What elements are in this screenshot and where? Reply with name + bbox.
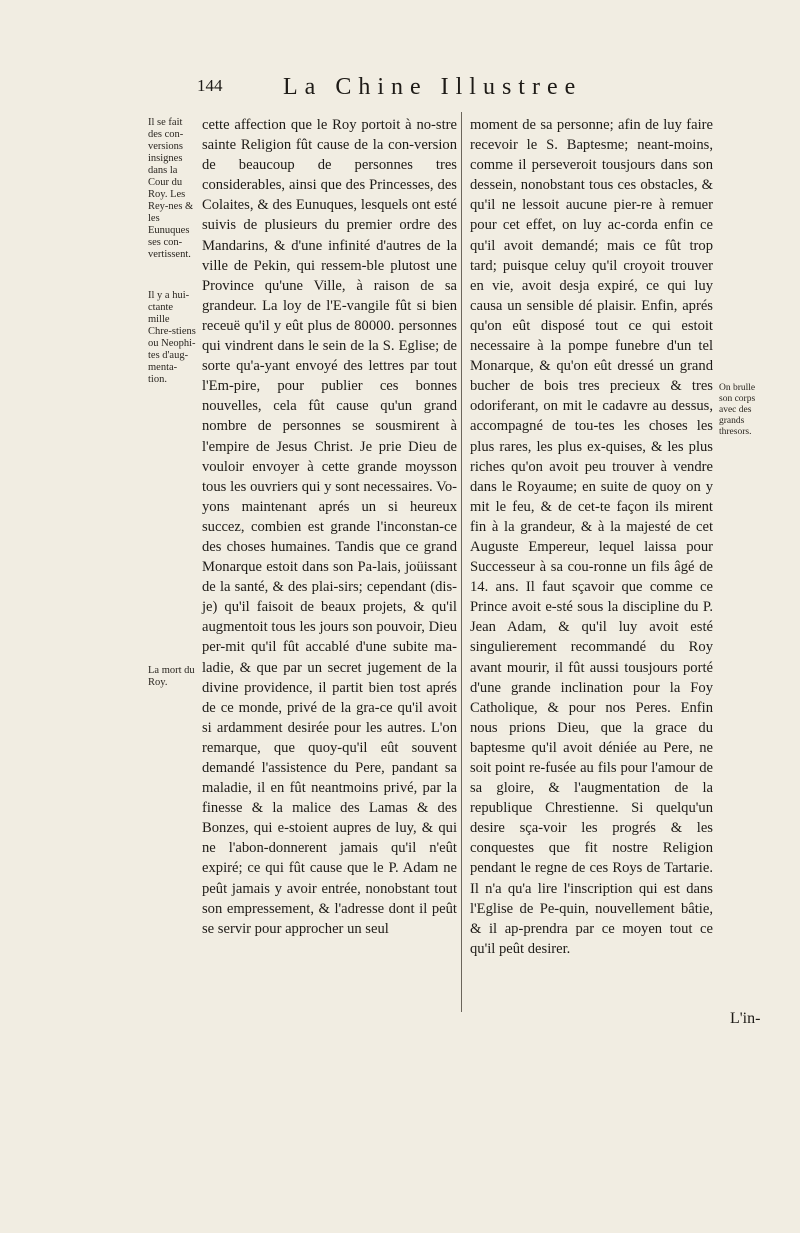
margin-note-conversions: Il se fait des con-versions insignes dans la Cour du Roy. Les Rey-nes & les Eunuques ses con-vertissent.: [148, 117, 194, 260]
page-number: 144: [197, 76, 223, 95]
margin-note-neophytes: Il y a hui-ctante mille Chre-stiens ou Neophi-tes d'aug-menta-tion.: [148, 290, 196, 385]
margin-note-death-of-king: La mort du Roy.: [148, 665, 195, 688]
column-divider: [461, 112, 462, 1012]
left-column-text: cette affection que le Roy portoit à no-stre sainte Religion fût cause de la con-version de beaucoup de personnes tres considerables, ainsi que des Princesses, des Colaites, & des Eunuques, lesquels ont esté suivis de plusieurs du premier ordre des Mandarins, & d'une infinité d'autres de la ville de Pekin, qui ressem-ble plutost une Province qu'une Ville, à raison de sa grandeur. La loy de l'E-vangile fût si bien receuë qu'il y eût plus de 80000. personnes qui vindrent dans le sein de la S. Eglise; de sorte qu'a-yant envoyé des lettres par tout l'Em-pire, pour publier ces bonnes nouvelles, cela fût cause qu'un grand nombre de personnes se sousmirent à l'empire de Jesus Christ. Je prie Dieu de vouloir envoyer à cette grande moysson tous les ouvriers qui y sont necessaires. Vo-yons maintenant aprés un si heureux succez, combien est grande l'inconstan-ce des choses humaines. Tandis que ce grand Monarque estoit dans son Pa-lais, joüissant de la santé, & des plai-sirs; cependant (dis-je) qu'il faisoit de beaux projets, & qu'il augmentoit tous les jours son pouvoir, Dieu per-mit qu'il fût accablé d'une subite ma-ladie, & que par un secret jugement de la divine providence, il partit bien tost aprés de ce monde, privé de la gra-ce qu'il avoit si ardamment desirée pour les autres. L'on remarque, que quoy-qu'il eût souvent demandé l'assistence du Pere, pandant sa maladie, il en fût neantmoins privé, par la finesse & la malice des Lamas & des Bonzes, qui e-stoient aupres de luy, & qui ne l'abon-donnerent jamais qu'il n'eût expiré; ce qui fût cause que le P. Adam ne peût jamais y avoir entrée, nonobstant tout son empressement, & l'adresse dont il peût se servir pour approcher un seul: [202, 117, 457, 937]
running-title: La Chine Illustree: [283, 74, 583, 100]
right-column-text: moment de sa personne; afin de luy faire recevoir le S. Baptesme; neant-moins, comme il perseveroit tousjours dans son dessein, nonobstant tous ces obstacles, & qu'il ne lessoit aucune pier-re à remuer pour cet effet, on luy ac-corda enfin ce qu'il avoit demandé; mais ce fût trop tard; puisque celuy qu'il croyoit trouver en vie, avoit desja expiré, ce qui luy causa un sensible dé plaisir. Enfin, aprés qu'on eût disposé tout ce qui estoit necessaire à la pompe funebre d'un tel Monarque, & qu'on eût dressé un grand bucher de bois tres precieux & tres odoriferant, on mit le cadavre au dessus, accompagné de tou-tes les choses les plus rares, les plus ex-quises, & les plus riches qu'on avoit peu trouver à vendre dans le Royaume; en suite de quoy on y mit le feu, & de cet-te façon ils mirent fin à la grandeur, & à la majesté de cet Auguste Empereur, lequel laissa pour Successeur à sa cou-ronne un fils âgé de 14. ans. Il faut sçavoir que comme ce Prince avoit e-sté sous la discipline du P. Jean Adam, & qu'il luy avoit esté singulierement recommandé du Roy avant mourir, il fût aussi tousjours porté d'une grande inclination pour la Foy Catholique, & pour nos Peres. Enfin nous prions Dieu, que la grace du baptesme qu'il avoit déniée au Pere, ne soit point re-fusée au fils pour l'amour de sa gloire, & l'augmentation de la republique Chrestienne. Si quelqu'un desire sça-voir les progrés & les conquestes que fit nostre Religion pendant le regne de ces Roys de Tartarie. Il n'a qu'a lire l'inscription qui est dans l'Eglise de Pe-quin, nouvellement bâtie, & il ap-prendra par ce moyen tout ce qu'il peût desirer.: [470, 117, 713, 957]
margin-note-funeral: On brulle son corps avec des grands thresors.: [719, 383, 756, 437]
text-column-left: [202, 115, 457, 939]
catchword: L'in-: [730, 1010, 761, 1027]
page-header: [185, 74, 745, 106]
text-column-right: [470, 115, 713, 959]
